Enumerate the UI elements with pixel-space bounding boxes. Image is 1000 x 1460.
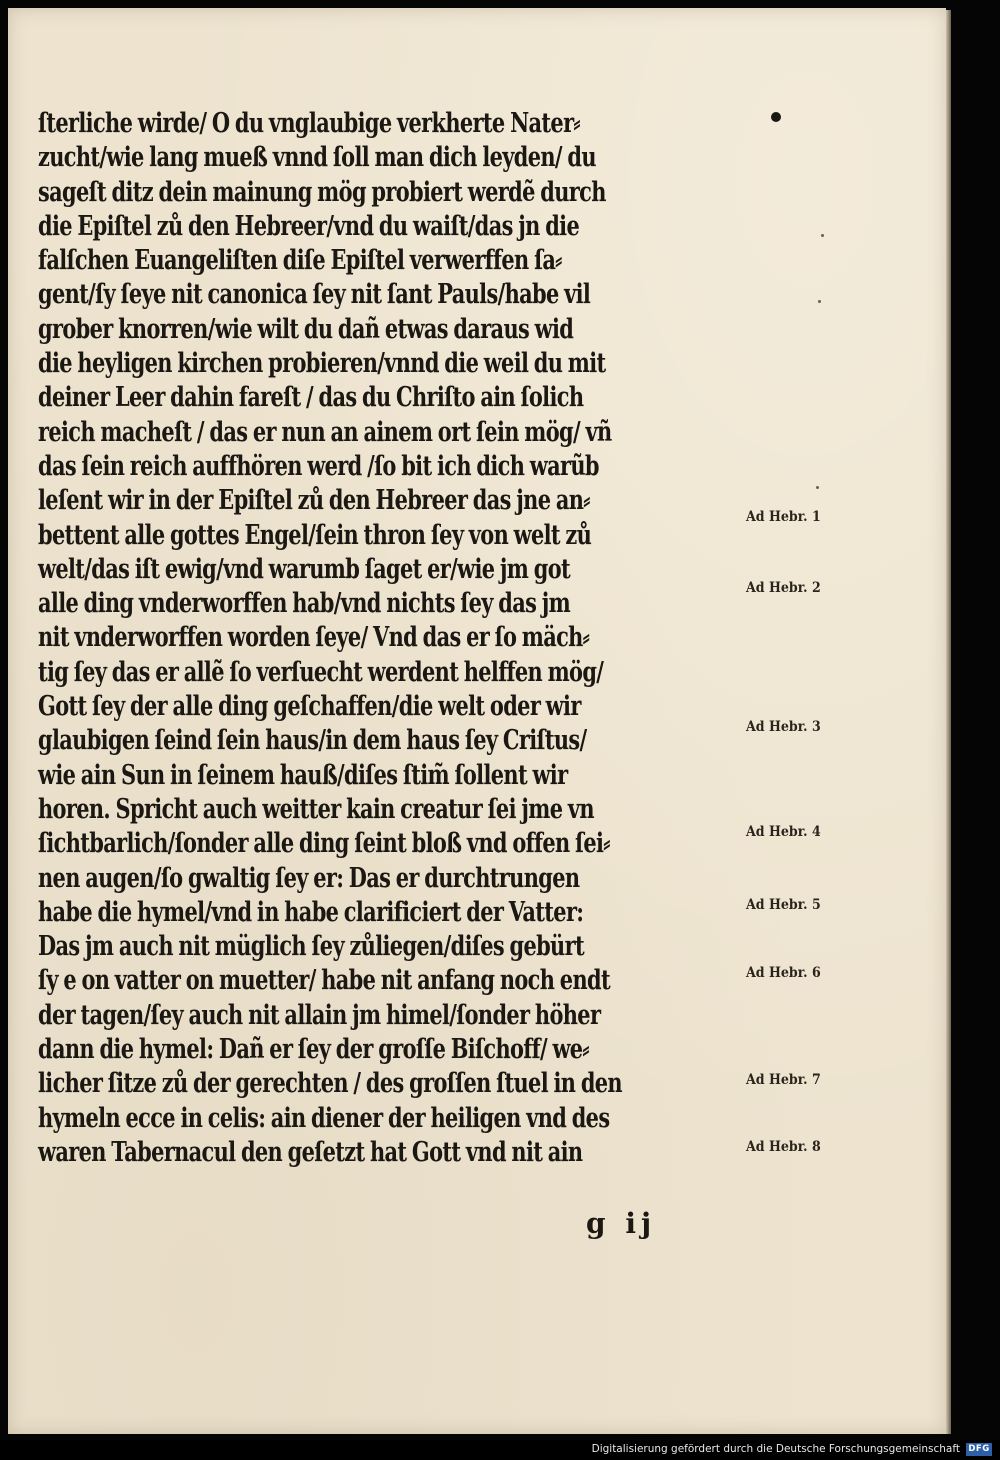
signature-mark: g ij [586, 1207, 657, 1240]
text-line: horen. Spricht auch weitter kain creatur ſei jme vn [38, 792, 594, 825]
text-line: bettent alle gottes Engel/ſein thron ſey von welt zů [38, 518, 592, 551]
text-line: der tagen/ſey auch nit allain jm himel/ſonder höher [38, 998, 601, 1031]
text-line: welt/das iſt ewig/vnd warumb ſaget er/wie jm got [38, 552, 571, 585]
marginal-note: Ad Hebr. 8 [746, 1139, 821, 1155]
text-line: falſchen Euangeliſten diſe Epiſtel verwerffen ſa⸗ [38, 244, 562, 277]
ink-speck-icon [818, 300, 821, 303]
text-line: waren Tabernacul den geſetzt hat Gott vnd nit ain [38, 1135, 583, 1168]
ink-speck-icon [821, 234, 824, 237]
ink-speck-icon [816, 486, 819, 489]
marginal-note: Ad Hebr. 1 [746, 509, 821, 525]
text-line: gent/ſy ſeye nit canonica ſey nit ſant Pauls/habe vil [38, 278, 591, 311]
marginal-note: Ad Hebr. 6 [746, 965, 821, 981]
text-line: ſterliche wirde/ O du vnglaubige verkherte Nater⸗ [38, 107, 580, 139]
text-line: alle ding vnderworffen hab/vnd nichts ſey das jm [38, 587, 571, 620]
text-line: nit vnderworffen worden ſeye/ Vnd das er ſo mäch⸗ [38, 621, 590, 654]
text-line: zucht/wie lang mueß vnnd ſoll man dich leyden/ du [38, 141, 596, 174]
text-line: leſent wir in der Epiſtel zů den Hebreer das jne an⸗ [38, 484, 590, 517]
text-line: sageſt ditz dein mainung mög probiert werdẽ durch [38, 175, 606, 208]
text-line: glaubigen ſeind ſein haus/in dem haus ſey Criſtus/ [38, 724, 587, 757]
text-line: das ſein reich auffhören werd /ſo bit ich dich warũb [38, 449, 599, 482]
text-line: reich macheſt / das er nun an ainem ort ſein mög/ vñ [38, 415, 612, 448]
text-line: die Epiſtel zů den Hebreer/vnd du waiſt/das jn die [38, 209, 580, 242]
marginal-note: Ad Hebr. 3 [746, 719, 821, 735]
text-line: nen augen/ſo gwaltig ſey er: Das er durchtrungen [38, 861, 580, 894]
text-line: Das jm auch nit müglich ſey zůliegen/diſes gebürt [38, 930, 584, 963]
ink-spot-icon [771, 112, 781, 122]
body-text [38, 106, 738, 1169]
text-line: ſichtbarlich/ſonder alle ding ſeint bloß vnd offen ſei⸗ [38, 827, 610, 860]
dfg-logo: DFG [966, 1443, 992, 1456]
text-line: die heyligen kirchen probieren/vnnd die weil du mit [38, 347, 606, 380]
marginal-note: Ad Hebr. 4 [746, 824, 821, 840]
text-line: deiner Leer dahin fareſt / das du Chriſto ain ſolich [38, 381, 584, 414]
marginal-note: Ad Hebr. 5 [746, 897, 821, 913]
text-line: habe die hymel/vnd in habe clarificiert der Vatter: [38, 895, 584, 928]
text-line: tig ſey das er allẽ ſo verſuecht werdent helffen mög/ [38, 655, 604, 688]
text-line: dann die hymel: Dañ er ſey der groſſe Biſchoff/ we⸗ [38, 1033, 589, 1066]
text-line: licher ſitze zů der gerechten / des groſſen ſtuel in den [38, 1067, 622, 1100]
text-line: wie ain Sun in ſeinem hauß/diſes ſtim̃ ſollent wir [38, 758, 568, 791]
funding-credit: Digitalisierung gefördert durch die Deutsche Forschungsgemeinschaft [591, 1443, 960, 1455]
page-edge [946, 10, 951, 1434]
marginal-note: Ad Hebr. 7 [746, 1072, 821, 1088]
marginal-note: Ad Hebr. 2 [746, 580, 821, 596]
footer-bar [0, 1440, 1000, 1460]
text-line: grober knorren/wie wilt du dañ etwas daraus wid [38, 312, 574, 345]
text-line: Gott ſey der alle ding geſchaffen/die welt oder wir [38, 690, 581, 723]
text-line: ſy e on vatter on muetter/ habe nit anfang noch endt [38, 964, 610, 997]
text-line: hymeln ecce in celis: ain diener der heiligen vnd des [38, 1101, 610, 1134]
